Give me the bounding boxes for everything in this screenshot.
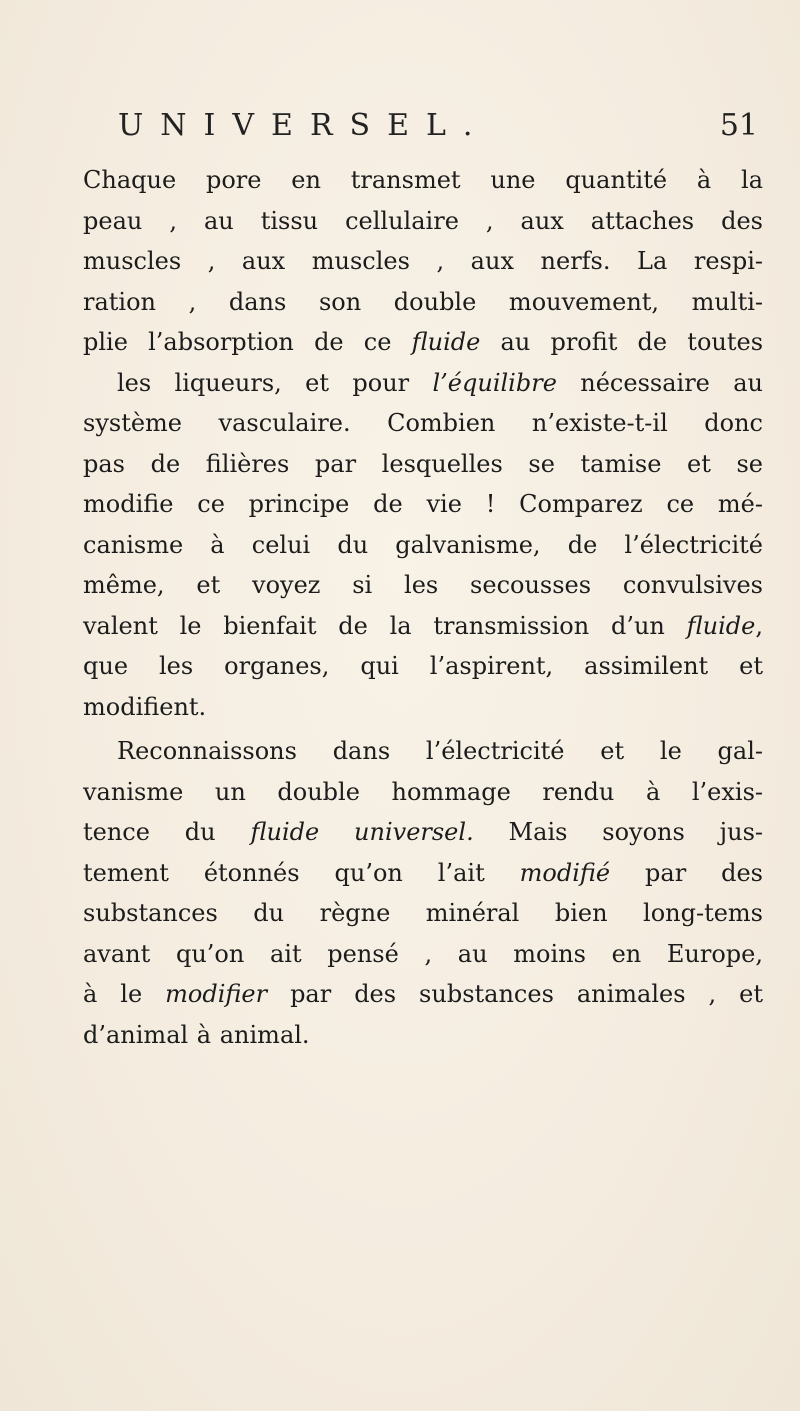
text-line bbox=[83, 812, 763, 853]
text-segment: avant qu’on ait pensé , au moins en Europe, bbox=[83, 939, 763, 968]
text-line bbox=[83, 525, 763, 566]
text-line bbox=[83, 363, 763, 404]
text-segment: peau , au tissu cellulaire , aux attaches des bbox=[83, 206, 763, 235]
text-line bbox=[83, 974, 763, 1015]
text-segment: , bbox=[755, 611, 763, 640]
text-segment: par des bbox=[610, 858, 763, 887]
text-segment: pas de filières par lesquelles se tamise et se bbox=[83, 449, 763, 478]
text-line bbox=[83, 241, 763, 282]
text-segment: tence du bbox=[83, 818, 251, 846]
body-text bbox=[83, 160, 763, 1055]
text-line bbox=[83, 1015, 763, 1056]
text-segment: muscles , aux muscles , aux nerfs. La respi- bbox=[83, 247, 763, 275]
italic-text: fluide universel. bbox=[250, 818, 474, 846]
text-line bbox=[83, 282, 763, 323]
italic-text: fluide bbox=[411, 328, 481, 356]
text-line bbox=[83, 893, 763, 934]
text-segment: d’animal à animal. bbox=[83, 1020, 310, 1049]
italic-text: l’équilibre bbox=[432, 368, 557, 397]
text-segment: système vasculaire. Combien n’existe-t-il donc bbox=[83, 409, 763, 437]
text-segment: ration , dans son double mouvement, multi- bbox=[83, 287, 763, 316]
text-line bbox=[83, 565, 763, 606]
page-number: 51 bbox=[719, 108, 758, 143]
text-segment: tement étonnés qu’on l’ait bbox=[83, 858, 520, 887]
text-segment: que les organes, qui l’aspirent, assimilent et bbox=[83, 652, 763, 680]
page-header bbox=[118, 104, 758, 148]
text-segment: vanisme un double hommage rendu à l’exis- bbox=[83, 777, 763, 806]
text-line bbox=[83, 403, 763, 444]
text-segment: par des substances animales , et bbox=[267, 980, 763, 1008]
text-segment: valent le bienfait de la transmission d’un bbox=[83, 611, 687, 640]
paragraph-2 bbox=[83, 731, 763, 1055]
text-line bbox=[83, 772, 763, 813]
text-line bbox=[83, 731, 763, 772]
text-segment: modifient. bbox=[83, 692, 207, 721]
text-segment: canisme à celui du galvanisme, de l’électricité bbox=[83, 530, 763, 559]
text-line bbox=[83, 484, 763, 525]
italic-text: modifier bbox=[165, 980, 268, 1008]
text-segment: au profit de toutes bbox=[480, 328, 764, 356]
text-segment: même, et voyez si les secousses convulsives bbox=[83, 571, 763, 599]
text-segment: à le bbox=[83, 980, 166, 1008]
text-segment: nécessaire au bbox=[556, 368, 763, 397]
text-line bbox=[83, 322, 763, 363]
italic-text: fluide bbox=[686, 611, 756, 640]
text-line bbox=[83, 444, 763, 485]
text-line bbox=[83, 646, 763, 687]
text-line bbox=[83, 853, 763, 894]
text-segment: plie l’absorption de ce bbox=[83, 328, 412, 356]
text-segment: substances du règne minéral bien long-tems bbox=[83, 899, 763, 927]
paragraph-1 bbox=[83, 160, 763, 727]
italic-text: modifié bbox=[519, 858, 611, 887]
text-segment: les liqueurs, et pour bbox=[117, 368, 433, 397]
text-line bbox=[83, 160, 763, 201]
text-line bbox=[83, 687, 763, 728]
text-segment: Chaque pore en transmet une quantité à la bbox=[83, 166, 763, 194]
text-line bbox=[83, 934, 763, 975]
text-line bbox=[83, 201, 763, 242]
text-segment: modifie ce principe de vie ! Comparez ce mé- bbox=[83, 490, 763, 518]
text-line bbox=[83, 606, 763, 647]
text-segment: Reconnaissons dans l’électricité et le gal- bbox=[117, 737, 763, 765]
running-title: UNIVERSEL. bbox=[118, 108, 490, 143]
text-segment: Mais soyons jus- bbox=[473, 818, 764, 846]
